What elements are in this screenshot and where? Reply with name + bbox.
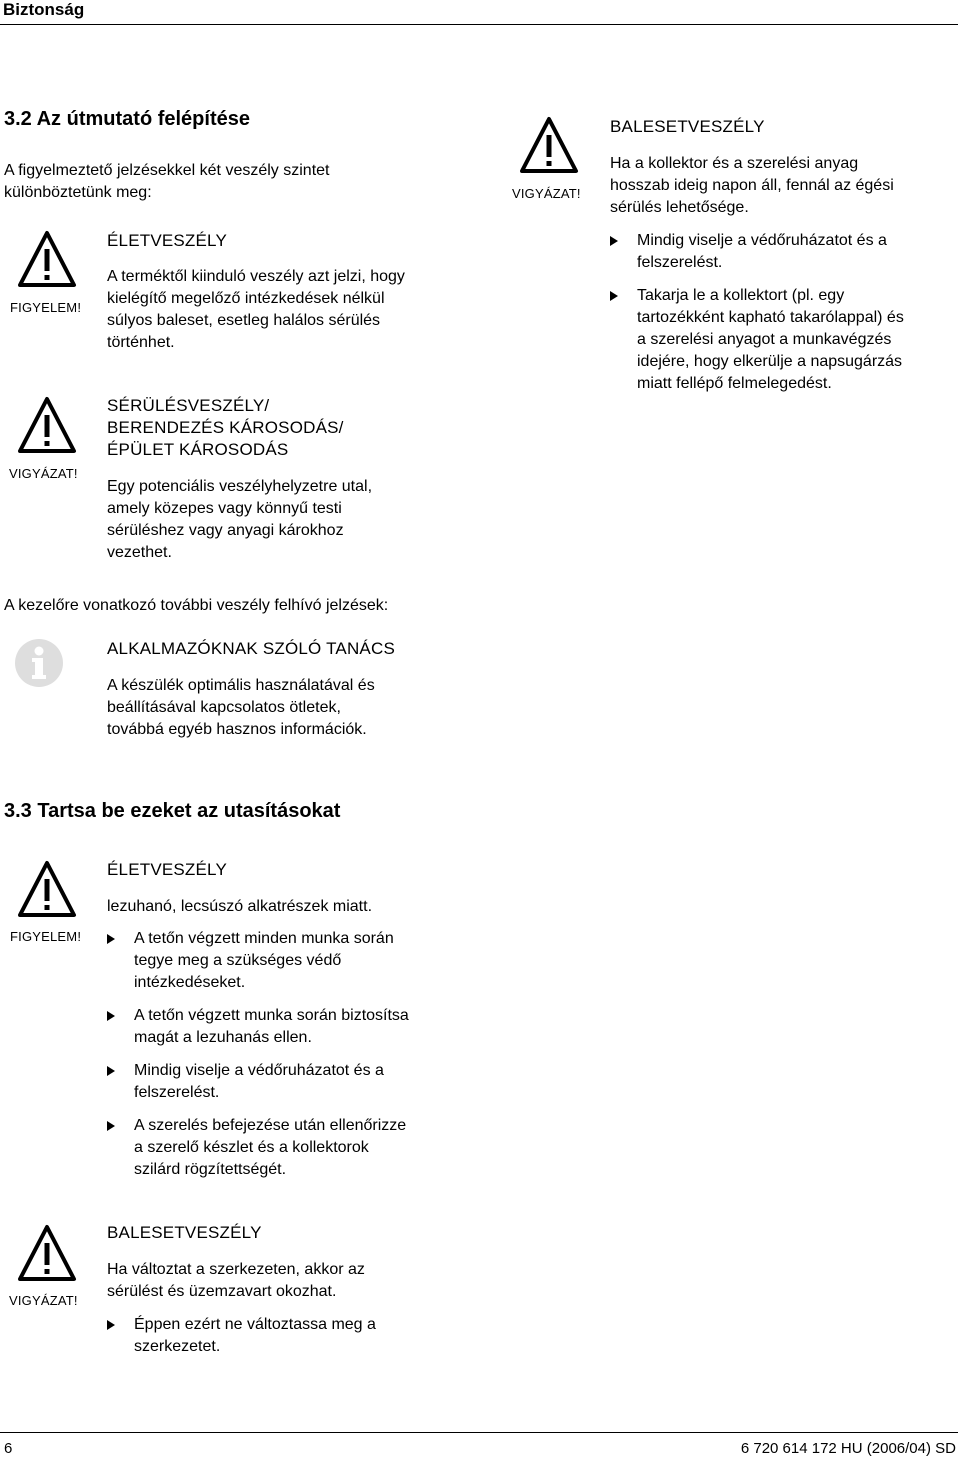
bullet-arrow-icon: [610, 236, 618, 246]
page-number: 6: [4, 1440, 13, 1457]
bullet-arrow-icon: [107, 1121, 115, 1131]
figyelem-label: FIGYELEM!: [10, 929, 82, 944]
document-number: 6 720 614 172 HU (2006/04) SD: [740, 1440, 956, 1457]
warning-triangle-icon: [519, 116, 579, 174]
footer-rule: [0, 1432, 958, 1433]
serulesveszely-heading: SÉRÜLÉSVESZÉLY/ BERENDEZÉS KÁROSODÁS/ ÉPÜLET KÁROSODÁS: [107, 396, 344, 459]
s32-intro: A figyelmeztető jelzésekkel két veszély szintet különböztetünk meg:: [4, 162, 330, 201]
additional-signs-text: A kezelőre vonatkozó további veszély felhívó jelzések:: [4, 597, 389, 614]
list-item: Éppen ezért ne változtassa meg a szerkezetet.: [107, 1314, 494, 1358]
vigyazat-label: VIGYÁZAT!: [9, 466, 78, 481]
eletveszely-intro: lezuhanó, lecsúszó alkatrészek miatt.: [107, 898, 373, 915]
list-item: Takarja le a kollektort (pl. egy tartozékként kapható takarólappal) és a szerelési anyagot a munkavégzés idejére, hogy elkerülje a napsugárzás miatt fellépő felmelegedést.: [610, 285, 960, 395]
eletveszely-heading: ÉLETVESZÉLY: [107, 860, 227, 879]
tip-heading: ALKALMAZÓKNAK SZÓLÓ TANÁCS: [107, 639, 395, 658]
warning-triangle-icon: [17, 860, 77, 918]
warning-triangle-icon: [17, 396, 77, 454]
warning-triangle-icon: [17, 230, 77, 288]
section-3-2-title: 3.2 Az útmutató felépítése: [4, 108, 250, 130]
info-icon: [14, 638, 64, 688]
list-item: Mindig viselje a védőruházatot és a felszerelést.: [107, 1060, 494, 1104]
balesetveszely-intro: Ha a kollektor és a szerelési anyag hosszab ideig napon áll, fennál az égési sérülés lehetősége.: [610, 155, 894, 216]
vigyazat-label: VIGYÁZAT!: [9, 1293, 78, 1308]
bullet-arrow-icon: [107, 1320, 115, 1330]
list-item: A tetőn végzett minden munka során tegye meg a szükséges védő intézkedéseket.: [107, 928, 494, 994]
bullet-arrow-icon: [107, 1011, 115, 1021]
list-item: A szerelés befejezése után ellenőrizze a szerelő készlet és a kollektorok szilárd rögzítettségét.: [107, 1115, 494, 1181]
bullet-arrow-icon: [610, 291, 618, 301]
eletveszely-heading: ÉLETVESZÉLY: [107, 231, 227, 250]
serulesveszely-text: Egy potenciális veszélyhelyzetre utal, amely közepes vagy könnyű testi sérüléshez vagy anyagi károkhoz vezethet.: [107, 478, 373, 561]
vigyazat-label: VIGYÁZAT!: [512, 186, 581, 201]
tip-text: A készülék optimális használatával és beállításával kapcsolatos ötletek, továbbá egyéb hasznos információk.: [107, 677, 375, 738]
balesetveszely-heading: BALESETVESZÉLY: [610, 117, 765, 136]
eletveszely-text: A terméktől kiinduló veszély azt jelzi, hogy kielégítő megelőző intézkedések nélkül súlyos baleset, esetleg halálos sérülés történhet.: [107, 268, 405, 351]
balesetveszely-intro: Ha változtat a szerkezeten, akkor az sérülést és üzemzavart okozhat.: [107, 1261, 365, 1300]
list-item: Mindig viselje a védőruházatot és a felszerelést.: [610, 230, 960, 274]
header-rule: [0, 24, 958, 25]
section-3-3-title: 3.3 Tartsa be ezeket az utasításokat: [4, 800, 341, 822]
balesetveszely-heading: BALESETVESZÉLY: [107, 1223, 262, 1242]
warning-triangle-icon: [17, 1224, 77, 1282]
bullet-arrow-icon: [107, 1066, 115, 1076]
bullet-arrow-icon: [107, 934, 115, 944]
list-item: A tetőn végzett munka során biztosítsa magát a lezuhanás ellen.: [107, 1005, 494, 1049]
header-section-title: Biztonság: [3, 0, 85, 19]
figyelem-label: FIGYELEM!: [10, 300, 82, 315]
